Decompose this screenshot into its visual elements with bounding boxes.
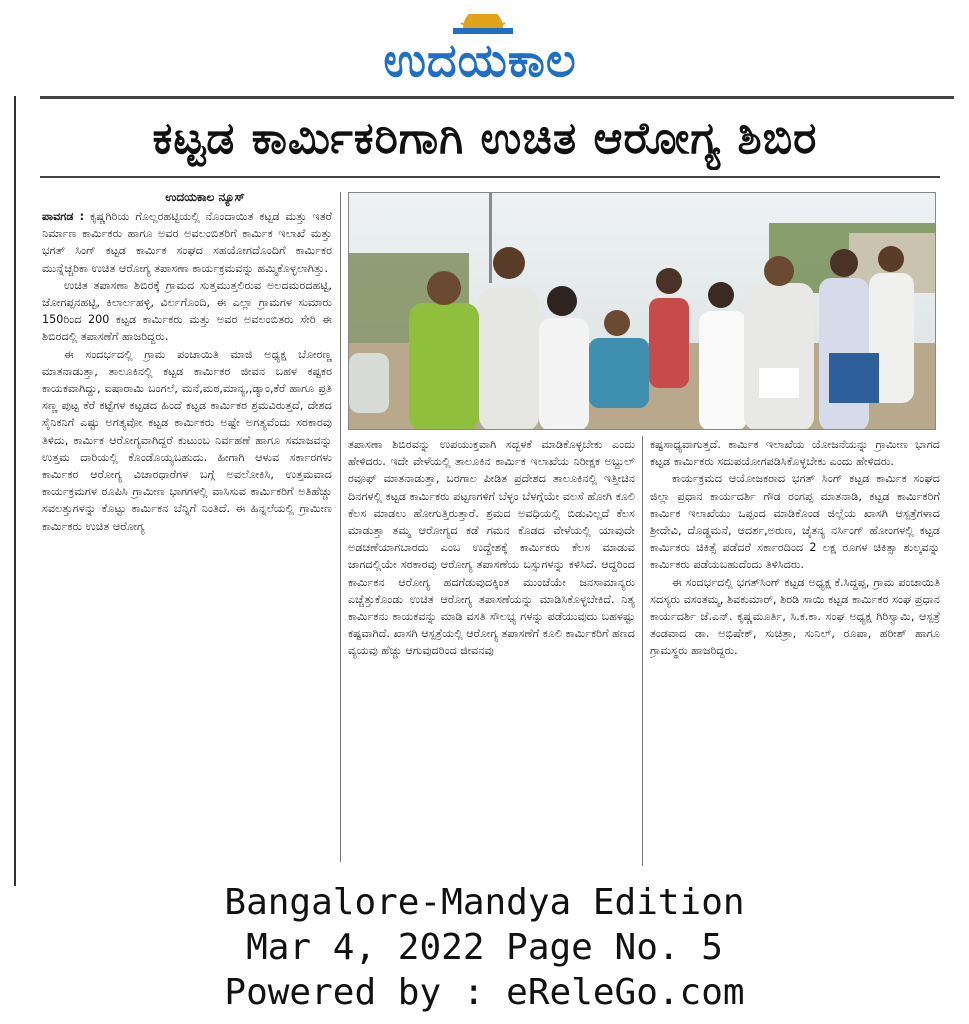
edition-name: Bangalore-Mandya Edition xyxy=(224,882,745,923)
edition-footer xyxy=(0,880,969,1015)
paragraph: ಉಚಿತ ತಪಾಸಣಾ ಶಿಬಿರಕ್ಕೆ ಗ್ರಾಮದ ಸುತ್ತಮುತ್ತಲಿರುವ ಅಲದಮರದಹಟ್ಟಿ, ಜೋಗಪ್ಪನಹಟ್ಟಿ, ಕಿಲಾರ್ಲಹಳ್ಳಿ, ವಿರ್ಲಗೊಂದಿ, ಈ ಎಲ್ಲಾ ಗ್ರಾಮಗಳ ಸುಮಾರು 150ರಿಂದ 200 ಕಟ್ಟಡ ಕಾರ್ಮಿಕರು ಮತ್ತು ಅವರ ಅವಲಂಬಿತರು ಸೇರಿ ಈ ಶಿಬಿರದಲ್ಲಿ ತಪಾಸಣೆಗೆ ಹಾಜರಿದ್ದರು. xyxy=(42,278,332,344)
date-and-page: Mar 4, 2022 Page No. 5 xyxy=(246,927,723,968)
article-headline: ಕಟ್ಟಡ ಕಾರ್ಮಿಕರಿಗಾಗಿ ಉಚಿತ ಆರೋಗ್ಯ ಶಿಬಿರ xyxy=(152,113,818,164)
article-photo xyxy=(348,192,936,430)
masthead xyxy=(0,0,969,92)
article-column-2 xyxy=(348,436,635,866)
paragraph: ತಪಾಸಣಾ ಶಿಬಿರವನ್ನು ಉಪಯುಕ್ತವಾಗಿ ಸದ್ಬಳಕೆ ಮಾಡಿಕೊಳ್ಳಬೇಕು ಎಂದು ಹೇಳಿದರು. ಇದೇ ವೇಳೆಯಲ್ಲಿ ತಾಲೂಕಿನ ಕಾರ್ಮಿಕ ಇಲಾಖೆಯ ನಿರೀಕ್ಷಕ ಅಬ್ದುಲ್ ರವೂಫ್ ಮಾತನಾಡುತ್ತಾ, ಬರಗಾಲ ಪೀಡಿತ ಪ್ರದೇಶದ ತಾಲೂಕಿನಲ್ಲಿ ಇತ್ತೀಚಿನ ದಿನಗಳಲ್ಲಿ ಕಟ್ಟಡ ಕಾರ್ಮಿಕರು ಪಟ್ಟಣಗಳಿಗೆ ಬೆಳ್ಳಂ ಬೆಳಗ್ಗೆಯೇ ವಲಸೆ ಹೋಗಿ ಕೂಲಿ ಕೆಲಸ ಮಾಡಲು ಹೋಗುತ್ತಿರುತ್ತಾರೆ. ಶ್ರಮದ ಅವಧಿಯಲ್ಲಿ ಬಿಡುವಿಲ್ಲದೆ ಕೆಲಸ ಮಾಡುತ್ತಾ ತಮ್ಮ ಆರೋಗ್ಯದ ಕಡೆ ಗಮನ ಕೊಡದ ವೇಳೆಯಲ್ಲಿ ಯಾವುದೇ ಅಡಚಣೆಯಾಗಬಾರದು ಎಂಬ ಉದ್ದೇಶಕ್ಕೆ ಕಾರ್ಮಿಕರು ಕೆಲಸ ಮಾಡುವ ಜಾಗದಲ್ಲಿಯೇ ಸರಕಾರವು ಆರೋಗ್ಯ ತಪಾಸಣೆಯ ಬಸ್ಸುಗಳನ್ನು ಕಳಿಸಿದೆ. ಆದ್ದರಿಂದ ಕಾರ್ಮಿಕನ ಆರೋಗ್ಯ ಹದಗೆಡುವುದಕ್ಕಿಂತ ಮುಂಚೆಯೇ ಜನಸಾಮಾನ್ಯರು ಎಚ್ಚೆತ್ತುಕೊಂಡು ಉಚಿತ ಆರೋಗ್ಯ ತಪಾಸಣೆಯನ್ನು ಮಾಡಿಸಿಕೊಳ್ಳಬೇಕಿದೆ. ನಿತ್ಯ ಕಾರ್ಮಿಕನು ಕಾಯಕವನ್ನು ಮಾಡಿ ವಸತಿ ಸೌಲಭ್ಯ ಗಳನ್ನು ಪಡೆಯುವುದು ಬಹಳಷ್ಟು ಕಷ್ಟವಾಗಿದೆ. ಖಾಸಗಿ ಆಸ್ಪತ್ರೆಯಲ್ಲಿ ಆರೋಗ್ಯ ತಪಾಸಣೆಗೆ ಕೂಲಿ ಕಾರ್ಮಿಕರಿಗೆ ಹಣದ ವ್ಯಯವು ಹೆಚ್ಚು ಆಗುವುದರಿಂದ ಜೀವನವು xyxy=(348,438,635,658)
paragraph: ಕಾರ್ಯಕ್ರಮದ ಆಯೋಜಕರಾದ ಭಗತ್ ಸಿಂಗ್ ಕಟ್ಟಡ ಕಾರ್ಮಿಕ ಸಂಘದ ಜಿಲ್ಲಾ ಪ್ರಧಾನ ಕಾರ್ಯದರ್ಶಿ ಗೌಡ ರಂಗಪ್ಪ ಮಾತನಾಡಿ, ಕಟ್ಟಡ ಕಾರ್ಮಿಕರಿಗೆ ಕಾರ್ಮಿಕ ಇಲಾಖೆಯು ಒಪ್ಪಂದ ಮಾಡಿಕೊಂಡ ಜಿಲ್ಲೆಯ ಖಾಸಗಿ ಆಸ್ಪತ್ರೆಗಳಾದ ಶ್ರೀದೇವಿ, ದೊಡ್ಡಮನೆ, ಆದರ್ಶ,ಅರುಣ, ಚೈತನ್ಯ ನರ್ಸಿಂಗ್ ಹೋಂಗಳಲ್ಲಿ ಕಟ್ಟಡ ಕಾರ್ಮಿಕರು ಚಿಕಿತ್ಸೆ ಪಡೆದರೆ ಸರ್ಕಾರದಿಂದ 2 ಲಕ್ಷ ರೂಗಳ ಚಿಕಿತ್ಸಾ ಶುಲ್ಕವನ್ನು ಕಾರ್ಮಿಕರು ಪಡೆಯಬಹುದೆಂದು ತಿಳಿಸಿದರು. xyxy=(650,472,940,572)
paragraph: ಕಷ್ಟಸಾಧ್ಯವಾಗುತ್ತದೆ. ಕಾರ್ಮಿಕ ಇಲಾಖೆಯ ಯೋಜನೆಯನ್ನು ಗ್ರಾಮೀಣ ಭಾಗದ ಕಟ್ಟಡ ಕಾರ್ಮಿಕರು ಸದುಪಯೋಗಪಡಿಸಿಕೊಳ್ಳಬೇಕು ಎಂದು ಹೇಳಿದರು. xyxy=(650,438,940,469)
paragraph: ಕೃಷ್ಣಗಿರಿಯ ಗೊಲ್ಲರಹಟ್ಟಿಯಲ್ಲಿ ನೊಂದಾಯಿತ ಕಟ್ಟಡ ಮತ್ತು ಇತರೆ ನಿರ್ಮಾಣ ಕಾರ್ಮಿಕರು ಹಾಗೂ ಅವರ ಅವಲಂಬಿತರಿಗೆ ಕಾರ್ಮಿಕ ಇಲಾಖೆ ಮತ್ತು ಭಗತ್ ಸಿಂಗ್ ಕಟ್ಟಡ ಕಾರ್ಮಿಕ ಸಂಘದ ಸಹಯೋಗದೊಂದಿಗೆ ಕಾರ್ಮಿಕರ ಮುನ್ನೆಚ್ಚರಿಕಾ ಉಚಿತ ಆರೋಗ್ಯ ತಪಾಸಣಾ ಕಾರ್ಯಕ್ರಮವನ್ನು ಹಮ್ಮಿಕೊಳ್ಳಲಾಗಿತ್ತು. xyxy=(42,210,332,275)
article-byline: ಉದಯಕಾಲ ನ್ಯೂಸ್ xyxy=(165,190,245,204)
headline-divider xyxy=(40,176,940,178)
dateline: ಪಾವಗಡ : xyxy=(42,210,85,223)
column-divider xyxy=(642,436,643,866)
article-column-1 xyxy=(42,208,332,858)
paragraph: ಈ ಸಂದರ್ಭದಲ್ಲಿ ಗ್ರಾಮ ಪಂಚಾಯಿತಿ ಮಾಜಿ ಅಧ್ಯಕ್ಷ ಬೋರಣ್ಣ ಮಾತನಾಡುತ್ತಾ, ತಾಲೂಕಿನಲ್ಲಿ ಕಟ್ಟಡ ಕಾರ್ಮಿಕರ ಜೀವನ ಬಹಳ ಕಷ್ಟಕರ ಕಾಯಕವಾಗಿದ್ದು, ಐಷಾರಾಮಿ ಬಂಗಲೆ, ಮನೆ,ಮಠ,ಮಾನ್ಯ,,ಡ್ಯಾಂ,ಕೆರೆ ಹಾಗೂ ಪ್ರತಿ ಸಣ್ಣ ಪುಟ್ಟ ಕೆರೆ ಕಟ್ಟೆಗಳ ಕಟ್ಟಡದ ಹಿಂದೆ ಕಟ್ಟಡ ಕಾರ್ಮಿಕರ ಶ್ರಮವಿರುತ್ತದೆ, ದೇಶದ ಸೈನಿಕನಿಗೆ ಎಷ್ಟು ಅಗತ್ಯವೋ ಕಟ್ಟಡ ಕಾರ್ಮಿಕರು ಅಷ್ಟೇ ಅಗತ್ಯವೆಂದು ಸರಕಾರವು ತಿಳಿದು, ಕಾರ್ಮಿಕ ಆರೋಗ್ಯವಾಗಿದ್ದರೆ ಕುಟುಂಬ ನಿರ್ವಹಣೆ ಹಾಗೂ ಸಮಾಜವನ್ನು ಉತ್ತಮ ದಾರಿಯಲ್ಲಿ ಕೊಂಡೊಯ್ಯಬಹುದು. ಹೀಗಾಗಿ ಆಳುವ ಸರ್ಕಾರಗಳು ಕಾರ್ಮಿಕರ ಆರೋಗ್ಯ ವಿಚಾರಧಾರೆಗಳ ಬಗ್ಗೆ ಅವಲೋಕಿಸಿ, ಉತ್ತಮವಾದ ಕಾರ್ಯಕ್ರಮಗಳ ರೂಪಿಸಿ ಗ್ರಾಮೀಣ ಭಾಗಗಳಲ್ಲಿ ವಾಸಿಸುವ ಕಾರ್ಮಿಕರಿಗೆ ಅತಿಹೆಚ್ಚು ಸವಲತ್ತುಗಳನ್ನು ಕೊಟ್ಟು ಕಾರ್ಮಿಕನ ಬೆನ್ನಿಗೆ ನಿಂತಿದೆ. ಈ ಹಿನ್ನಲೆಯಲ್ಲಿ ಗ್ರಾಮೀಣ ಕಾರ್ಮಿಕರು ಉಚಿತ ಆರೋಗ್ಯ xyxy=(42,347,332,533)
masthead-logo: ಉದಯಕಾಲ xyxy=(383,33,577,87)
paragraph: ಈ ಸಂದರ್ಭದಲ್ಲಿ ಭಗತ್‌ಸಿಂಗ್ ಕಟ್ಟಡ ಅಧ್ಯಕ್ಷ ಕೆ.ಸಿದ್ದಪ್ಪ, ಗ್ರಾಮ ಪಂಚಾಯಿತಿ ಸದಸ್ಯರು ವಸಂತಮ್ಮ, ಶಿವಕುಮಾರ್, ಶಿರಡಿ ಸಾಯಿ ಕಟ್ಟಡ ಕಾರ್ಮಿಕರ ಸಂಘ ಪ್ರಧಾನ ಕಾರ್ಯದರ್ಶಿ ಜೆ.ಎನ್. ಕೃಷ್ಣಮೂರ್ತಿ, ಸಿ.ಕ.ಕಾ. ಸಂಘ ಅಧ್ಯಕ್ಷ ಗಿರಿಸ್ವಾಮಿ, ಆಸ್ಪತ್ರೆ ತಂಡವಾದ ಡಾ. ಅಭಿಷೇಕ್, ಸುಚಿತ್ರಾ, ಸುನಿಲ್, ರೂಪಾ, ಹರೀಶ್ ಹಾಗೂ ಗ್ರಾಮಸ್ಥರು ಹಾಜರಿದ್ದರು. xyxy=(650,575,940,658)
health-camp-photo-image xyxy=(349,193,936,430)
top-divider xyxy=(40,96,954,99)
powered-by: Powered by : eReleGo.com xyxy=(224,972,745,1013)
column-divider xyxy=(340,192,341,862)
article-column-3 xyxy=(650,436,940,866)
